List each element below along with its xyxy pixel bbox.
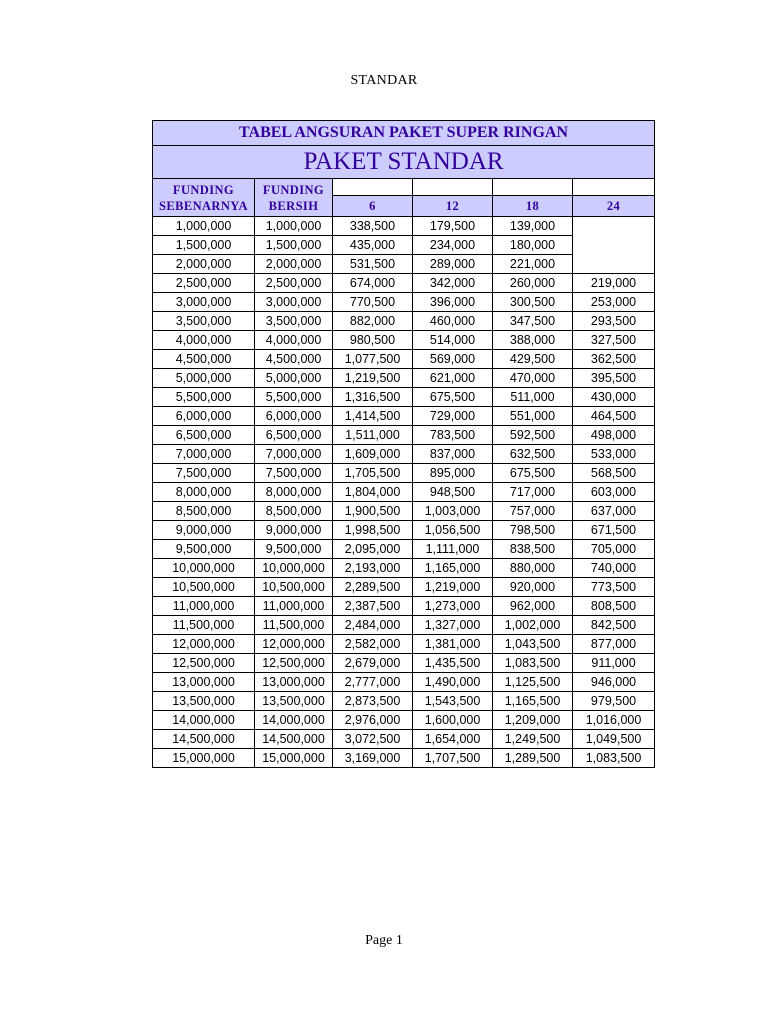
cell-funding-sebenarnya: 13,500,000	[153, 692, 255, 711]
cell-tenor-12: 895,000	[413, 464, 493, 483]
cell-tenor-12: 1,381,000	[413, 635, 493, 654]
cell-tenor-12: 1,056,500	[413, 521, 493, 540]
cell-tenor-18: 962,000	[493, 597, 573, 616]
header-funding-sebenarnya-line2: SEBENARNYA	[159, 198, 248, 213]
cell-tenor-18: 1,249,500	[493, 730, 573, 749]
cell-tenor-18: 880,000	[493, 559, 573, 578]
cell-tenor-12: 569,000	[413, 350, 493, 369]
cell-tenor-18: 429,500	[493, 350, 573, 369]
table-row	[153, 312, 655, 331]
table-title: TABEL ANGSURAN PAKET SUPER RINGAN	[153, 121, 655, 146]
cell-tenor-6: 2,873,500	[333, 692, 413, 711]
cell-funding-bersih: 7,500,000	[255, 464, 333, 483]
cell-tenor-12: 342,000	[413, 274, 493, 293]
cell-tenor-6: 2,679,000	[333, 654, 413, 673]
cell-funding-bersih: 15,000,000	[255, 749, 333, 768]
header-funding-sebenarnya-line1: FUNDING	[172, 182, 235, 197]
cell-funding-sebenarnya: 9,000,000	[153, 521, 255, 540]
cell-tenor-18: 139,000	[493, 217, 573, 236]
cell-funding-sebenarnya: 5,000,000	[153, 369, 255, 388]
cell-funding-bersih: 2,500,000	[255, 274, 333, 293]
table-row	[153, 711, 655, 730]
cell-tenor-18: 260,000	[493, 274, 573, 293]
cell-tenor-12: 1,600,000	[413, 711, 493, 730]
table-row	[153, 388, 655, 407]
cell-tenor-6: 3,072,500	[333, 730, 413, 749]
cell-funding-bersih: 4,500,000	[255, 350, 333, 369]
cell-funding-bersih: 1,500,000	[255, 236, 333, 255]
cell-funding-bersih: 5,000,000	[255, 369, 333, 388]
cell-funding-sebenarnya: 4,000,000	[153, 331, 255, 350]
table-title-row	[153, 121, 655, 146]
cell-tenor-12: 1,165,000	[413, 559, 493, 578]
cell-tenor-6: 2,289,500	[333, 578, 413, 597]
cell-funding-sebenarnya: 10,000,000	[153, 559, 255, 578]
header-funding-bersih-line2: BERSIH	[268, 198, 319, 213]
cell-tenor-12: 675,500	[413, 388, 493, 407]
table-row	[153, 502, 655, 521]
cell-funding-bersih: 4,000,000	[255, 331, 333, 350]
cell-funding-sebenarnya: 13,000,000	[153, 673, 255, 692]
cell-tenor-24: 603,000	[573, 483, 655, 502]
cell-tenor-12: 948,500	[413, 483, 493, 502]
cell-tenor-6: 338,500	[333, 217, 413, 236]
cell-tenor-18: 632,500	[493, 445, 573, 464]
cell-tenor-24: 1,049,500	[573, 730, 655, 749]
cell-tenor-12: 1,654,000	[413, 730, 493, 749]
cell-tenor-24: 219,000	[573, 274, 655, 293]
cell-tenor-18: 470,000	[493, 369, 573, 388]
cell-tenor-6: 2,777,000	[333, 673, 413, 692]
cell-tenor-12: 1,543,500	[413, 692, 493, 711]
header-funding-sebenarnya	[153, 179, 255, 217]
cell-tenor-24: 671,500	[573, 521, 655, 540]
cell-tenor-18: 798,500	[493, 521, 573, 540]
cell-tenor-6: 3,169,000	[333, 749, 413, 768]
cell-tenor-24: 808,500	[573, 597, 655, 616]
cell-funding-sebenarnya: 6,500,000	[153, 426, 255, 445]
cell-funding-sebenarnya: 14,500,000	[153, 730, 255, 749]
cell-tenor-6: 2,976,000	[333, 711, 413, 730]
cell-funding-bersih: 10,000,000	[255, 559, 333, 578]
table-row	[153, 749, 655, 768]
cell-funding-bersih: 7,000,000	[255, 445, 333, 464]
cell-tenor-24: 498,000	[573, 426, 655, 445]
table-row	[153, 597, 655, 616]
header-blank-cell	[493, 179, 573, 196]
header-funding-bersih	[255, 179, 333, 217]
cell-tenor-6: 1,705,500	[333, 464, 413, 483]
cell-funding-sebenarnya: 12,000,000	[153, 635, 255, 654]
cell-funding-bersih: 6,500,000	[255, 426, 333, 445]
table-row	[153, 407, 655, 426]
cell-tenor-24	[573, 217, 655, 274]
table-subtitle: PAKET STANDAR	[153, 146, 655, 179]
header-funding-bersih-line1: FUNDING	[262, 182, 325, 197]
table-row	[153, 521, 655, 540]
cell-tenor-6: 2,095,000	[333, 540, 413, 559]
cell-tenor-18: 511,000	[493, 388, 573, 407]
cell-funding-sebenarnya: 2,500,000	[153, 274, 255, 293]
cell-tenor-18: 1,125,500	[493, 673, 573, 692]
cell-tenor-12: 1,327,000	[413, 616, 493, 635]
cell-tenor-6: 1,316,500	[333, 388, 413, 407]
table-row	[153, 616, 655, 635]
cell-tenor-6: 1,804,000	[333, 483, 413, 502]
cell-funding-sebenarnya: 11,500,000	[153, 616, 255, 635]
cell-tenor-18: 920,000	[493, 578, 573, 597]
cell-tenor-6: 531,500	[333, 255, 413, 274]
cell-funding-sebenarnya: 14,000,000	[153, 711, 255, 730]
cell-tenor-6: 2,484,000	[333, 616, 413, 635]
cell-tenor-6: 2,387,500	[333, 597, 413, 616]
table-row	[153, 654, 655, 673]
cell-funding-bersih: 3,500,000	[255, 312, 333, 331]
cell-funding-sebenarnya: 4,500,000	[153, 350, 255, 369]
table-row	[153, 578, 655, 597]
cell-funding-sebenarnya: 7,000,000	[153, 445, 255, 464]
cell-funding-sebenarnya: 5,500,000	[153, 388, 255, 407]
cell-tenor-6: 674,000	[333, 274, 413, 293]
cell-tenor-6: 2,582,000	[333, 635, 413, 654]
cell-funding-sebenarnya: 3,000,000	[153, 293, 255, 312]
cell-funding-sebenarnya: 9,500,000	[153, 540, 255, 559]
cell-tenor-12: 179,500	[413, 217, 493, 236]
cell-funding-bersih: 14,500,000	[255, 730, 333, 749]
cell-tenor-12: 837,000	[413, 445, 493, 464]
cell-tenor-6: 1,219,500	[333, 369, 413, 388]
cell-tenor-18: 300,500	[493, 293, 573, 312]
cell-tenor-24: 327,500	[573, 331, 655, 350]
header-blank-cell	[333, 179, 413, 196]
cell-funding-bersih: 6,000,000	[255, 407, 333, 426]
cell-tenor-24: 979,500	[573, 692, 655, 711]
cell-funding-bersih: 8,500,000	[255, 502, 333, 521]
cell-tenor-12: 1,219,000	[413, 578, 493, 597]
cell-tenor-24: 842,500	[573, 616, 655, 635]
cell-funding-sebenarnya: 8,000,000	[153, 483, 255, 502]
cell-tenor-18: 757,000	[493, 502, 573, 521]
cell-tenor-24: 253,000	[573, 293, 655, 312]
cell-funding-bersih: 3,000,000	[255, 293, 333, 312]
header-blank-cell	[413, 179, 493, 196]
table-row	[153, 635, 655, 654]
cell-tenor-6: 882,000	[333, 312, 413, 331]
table-row	[153, 673, 655, 692]
cell-tenor-6: 1,511,000	[333, 426, 413, 445]
cell-funding-sebenarnya: 8,500,000	[153, 502, 255, 521]
cell-tenor-24: 911,000	[573, 654, 655, 673]
header-tenor-24: 24	[573, 196, 655, 217]
cell-tenor-24: 705,000	[573, 540, 655, 559]
cell-tenor-24: 430,000	[573, 388, 655, 407]
cell-tenor-6: 1,998,500	[333, 521, 413, 540]
cell-tenor-12: 1,707,500	[413, 749, 493, 768]
cell-tenor-6: 770,500	[333, 293, 413, 312]
cell-tenor-18: 551,000	[493, 407, 573, 426]
cell-tenor-18: 1,165,500	[493, 692, 573, 711]
cell-tenor-18: 838,500	[493, 540, 573, 559]
cell-tenor-12: 234,000	[413, 236, 493, 255]
cell-tenor-12: 621,000	[413, 369, 493, 388]
cell-tenor-18: 388,000	[493, 331, 573, 350]
cell-tenor-18: 717,000	[493, 483, 573, 502]
cell-funding-bersih: 9,000,000	[255, 521, 333, 540]
cell-funding-sebenarnya: 11,000,000	[153, 597, 255, 616]
table-row	[153, 217, 655, 236]
cell-funding-bersih: 12,500,000	[255, 654, 333, 673]
cell-tenor-24: 1,083,500	[573, 749, 655, 768]
header-blank-cell	[573, 179, 655, 196]
cell-funding-bersih: 12,000,000	[255, 635, 333, 654]
cell-tenor-12: 1,435,500	[413, 654, 493, 673]
cell-tenor-18: 221,000	[493, 255, 573, 274]
cell-funding-sebenarnya: 6,000,000	[153, 407, 255, 426]
cell-funding-bersih: 13,000,000	[255, 673, 333, 692]
cell-funding-sebenarnya: 10,500,000	[153, 578, 255, 597]
cell-tenor-18: 675,500	[493, 464, 573, 483]
cell-tenor-6: 435,000	[333, 236, 413, 255]
table-row	[153, 350, 655, 369]
cell-tenor-24: 946,000	[573, 673, 655, 692]
cell-funding-sebenarnya: 1,000,000	[153, 217, 255, 236]
cell-funding-bersih: 11,500,000	[255, 616, 333, 635]
cell-funding-bersih: 8,000,000	[255, 483, 333, 502]
cell-tenor-12: 289,000	[413, 255, 493, 274]
cell-funding-sebenarnya: 3,500,000	[153, 312, 255, 331]
cell-tenor-6: 1,900,500	[333, 502, 413, 521]
cell-tenor-18: 1,002,000	[493, 616, 573, 635]
installment-table	[152, 120, 655, 768]
cell-tenor-12: 783,500	[413, 426, 493, 445]
cell-funding-sebenarnya: 1,500,000	[153, 236, 255, 255]
header-tenor-12: 12	[413, 196, 493, 217]
header-tenor-6: 6	[333, 196, 413, 217]
table-row	[153, 559, 655, 578]
header-tenor-18: 18	[493, 196, 573, 217]
cell-tenor-12: 460,000	[413, 312, 493, 331]
cell-tenor-24: 464,500	[573, 407, 655, 426]
cell-funding-bersih: 13,500,000	[255, 692, 333, 711]
cell-tenor-24: 740,000	[573, 559, 655, 578]
table-row	[153, 692, 655, 711]
table-row	[153, 426, 655, 445]
cell-tenor-24: 568,500	[573, 464, 655, 483]
table-row	[153, 445, 655, 464]
cell-tenor-18: 1,043,500	[493, 635, 573, 654]
cell-tenor-6: 1,077,500	[333, 350, 413, 369]
cell-tenor-24: 362,500	[573, 350, 655, 369]
cell-tenor-12: 1,111,000	[413, 540, 493, 559]
table-row	[153, 274, 655, 293]
cell-funding-bersih: 10,500,000	[255, 578, 333, 597]
cell-funding-bersih: 5,500,000	[255, 388, 333, 407]
cell-tenor-24: 533,000	[573, 445, 655, 464]
cell-funding-sebenarnya: 7,500,000	[153, 464, 255, 483]
cell-tenor-24: 637,000	[573, 502, 655, 521]
table-row	[153, 293, 655, 312]
cell-funding-bersih: 9,500,000	[255, 540, 333, 559]
page-footer: Page 1	[365, 933, 403, 948]
page-header: STANDAR	[350, 73, 418, 88]
table-row	[153, 464, 655, 483]
column-header-row-1	[153, 179, 655, 196]
cell-funding-bersih: 2,000,000	[255, 255, 333, 274]
cell-funding-sebenarnya: 2,000,000	[153, 255, 255, 274]
cell-tenor-12: 1,273,000	[413, 597, 493, 616]
table-subtitle-row	[153, 146, 655, 179]
cell-tenor-6: 980,500	[333, 331, 413, 350]
table-row	[153, 730, 655, 749]
cell-tenor-12: 396,000	[413, 293, 493, 312]
cell-tenor-6: 1,414,500	[333, 407, 413, 426]
cell-tenor-12: 1,490,000	[413, 673, 493, 692]
cell-tenor-18: 592,500	[493, 426, 573, 445]
cell-funding-sebenarnya: 12,500,000	[153, 654, 255, 673]
cell-tenor-24: 773,500	[573, 578, 655, 597]
cell-tenor-24: 1,016,000	[573, 711, 655, 730]
table-row	[153, 483, 655, 502]
cell-tenor-24: 877,000	[573, 635, 655, 654]
cell-tenor-6: 1,609,000	[333, 445, 413, 464]
cell-tenor-18: 1,289,500	[493, 749, 573, 768]
cell-funding-bersih: 11,000,000	[255, 597, 333, 616]
cell-tenor-12: 1,003,000	[413, 502, 493, 521]
cell-funding-bersih: 1,000,000	[255, 217, 333, 236]
cell-tenor-24: 395,500	[573, 369, 655, 388]
table-row	[153, 331, 655, 350]
cell-funding-sebenarnya: 15,000,000	[153, 749, 255, 768]
table-row	[153, 369, 655, 388]
cell-tenor-12: 514,000	[413, 331, 493, 350]
cell-tenor-6: 2,193,000	[333, 559, 413, 578]
cell-tenor-18: 1,083,500	[493, 654, 573, 673]
cell-tenor-18: 347,500	[493, 312, 573, 331]
cell-funding-bersih: 14,000,000	[255, 711, 333, 730]
cell-tenor-12: 729,000	[413, 407, 493, 426]
cell-tenor-18: 1,209,000	[493, 711, 573, 730]
table-row	[153, 540, 655, 559]
cell-tenor-24: 293,500	[573, 312, 655, 331]
cell-tenor-18: 180,000	[493, 236, 573, 255]
